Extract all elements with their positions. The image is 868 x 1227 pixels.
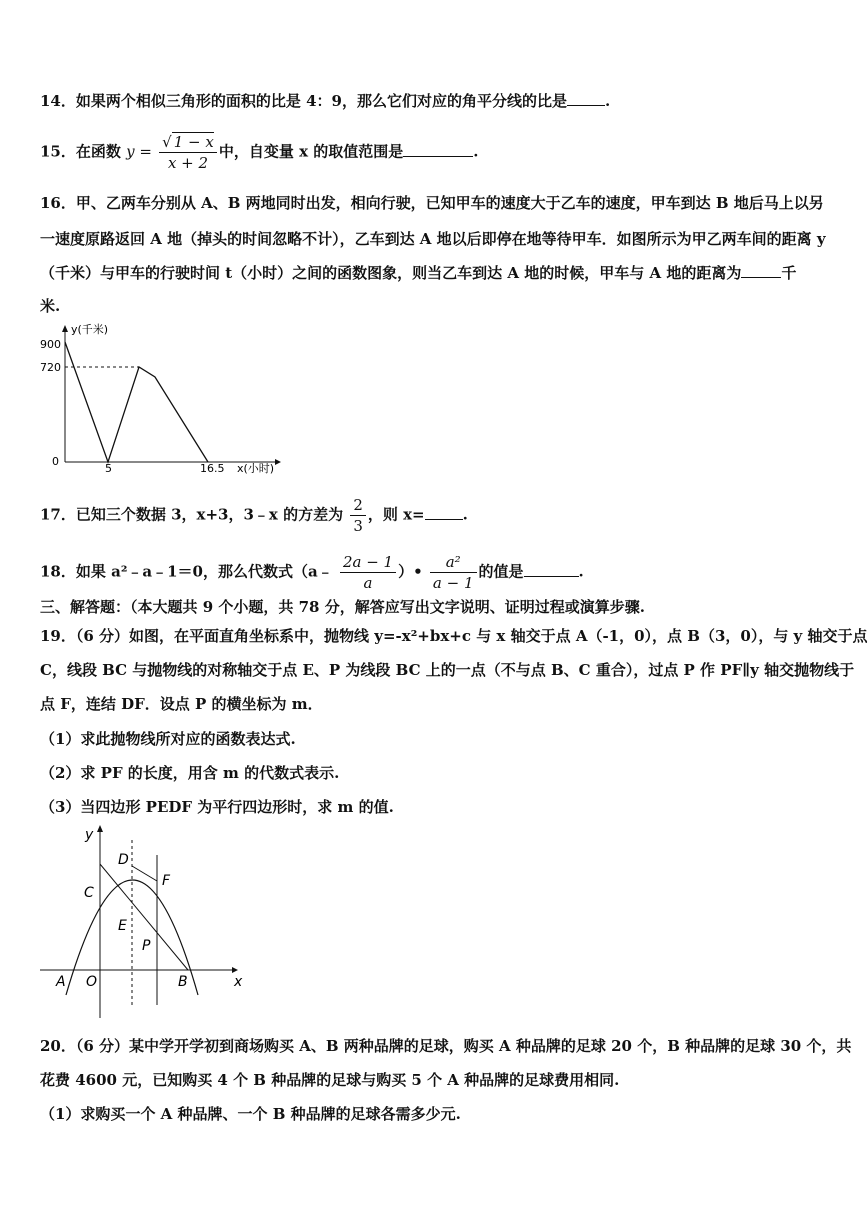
q18-fraction-2 — [430, 552, 477, 593]
label-p: P — [142, 938, 151, 954]
q16-number: 16． — [40, 194, 76, 212]
tick-0: 0 — [52, 455, 59, 468]
answer-blank — [403, 142, 473, 157]
q18-mid: ）• — [398, 562, 423, 581]
question-19-sub3: （3）当四边形 PEDF 为平行四边形时，求 m 的值. — [40, 798, 394, 816]
q17-text: 已知三个数据 3，x+3，3﹣x 的方差为 — [75, 505, 344, 524]
q17-mid: ，则 x= — [367, 505, 425, 524]
q16-line3-end: 千 — [781, 264, 797, 282]
segment-df — [132, 866, 157, 881]
label-d: D — [118, 852, 129, 868]
q14-text: 如果两个相似三角形的面积的比是 4：9，那么它们对应的角平分线的比是 — [75, 92, 567, 110]
parabola-graph — [38, 820, 258, 1020]
distance-time-graph — [35, 320, 295, 480]
y-axis-arrow — [97, 825, 103, 832]
q15-func-y: y = — [126, 142, 152, 161]
question-19-line2: C，线段 BC 与抛物线的对称轴交于点 E、P 为线段 BC 上的一点（不与点 B、C 重合），过点 P 作 PF∥y 轴交抛物线于 — [40, 661, 855, 679]
label-c: C — [84, 885, 94, 901]
question-20-line2: 花费 4600 元，已知购买 4 个 B 种品牌的足球与购买 5 个 A 种品牌的足球费用相同. — [40, 1071, 620, 1089]
segment-bc — [100, 864, 188, 970]
question-19-line1: 19．（6 分）如图，在平面直角坐标系中，抛物线 y=-x²+bx+c 与 x 轴交于点 A（-1，0），点 B（3，0），与 y 轴交于点 — [40, 627, 868, 645]
x-axis-arrow — [232, 967, 238, 973]
q15-fraction — [159, 132, 217, 173]
label-x: x — [234, 974, 243, 990]
question-20-sub1: （1）求购买一个 A 种品牌、一个 B 种品牌的足球各需多少元. — [40, 1105, 461, 1123]
q14-number: 14． — [40, 92, 76, 110]
q18-frac2-num: a² — [430, 552, 477, 573]
q16-line1-text: 甲、乙两车分别从 A、B 两地同时出发，相向行驶，已知甲车的速度大于乙车的速度，甲车到达 B 地后马上以另 — [75, 194, 824, 212]
q17-fraction — [350, 495, 366, 536]
distance-curve — [65, 342, 208, 462]
question-14 — [40, 91, 610, 111]
q18-end: . — [578, 562, 584, 581]
q14-end: . — [604, 92, 611, 110]
q17-frac-den: 3 — [353, 517, 363, 535]
label-b: B — [178, 974, 188, 990]
answer-blank — [567, 91, 605, 106]
answer-blank — [425, 505, 463, 520]
tick-900: 900 — [40, 338, 61, 351]
q15-frac-den: x + 2 — [167, 154, 209, 172]
y-axis-label: y(千米) — [71, 323, 109, 336]
label-o: O — [86, 974, 98, 990]
question-18 — [40, 552, 584, 593]
q15-text-before: 在函数 — [75, 142, 121, 161]
q17-number: 17． — [40, 505, 76, 524]
q18-number: 18． — [40, 562, 76, 581]
label-e: E — [118, 918, 127, 934]
q18-frac2-den: a − 1 — [432, 574, 474, 592]
x-axis-label: x(小时) — [237, 462, 275, 475]
q16-line3-text: （千米）与甲车的行驶时间 t（小时）之间的函数图象，则当乙车到达 A 地的时候，甲车与 A 地的距离为 — [40, 264, 742, 282]
q15-number: 15． — [40, 142, 76, 161]
label-a: A — [56, 974, 66, 990]
q18-text: 如果 a²﹣a﹣1＝0，那么代数式（a﹣ — [75, 562, 333, 581]
tick-720: 720 — [40, 361, 61, 374]
label-y: y — [85, 827, 94, 843]
question-19-sub2: （2）求 PF 的长度，用含 m 的代数式表示. — [40, 764, 340, 782]
q15-end: . — [473, 142, 479, 161]
tick-16-5: 16.5 — [200, 462, 225, 475]
answer-blank — [524, 562, 579, 577]
q18-frac1-den: a — [363, 574, 373, 592]
question-19-sub1: （1）求此抛物线所对应的函数表达式. — [40, 730, 296, 748]
q17-frac-num: 2 — [350, 495, 366, 516]
q17-end: . — [462, 505, 468, 524]
q18-frac1-num: 2a − 1 — [340, 552, 396, 573]
tick-5: 5 — [105, 462, 112, 475]
question-16-line4: 米. — [40, 297, 61, 315]
label-f: F — [162, 873, 171, 889]
question-15 — [40, 132, 478, 173]
y-axis-arrow — [62, 325, 68, 332]
x-axis-arrow — [275, 459, 281, 465]
question-16-line2: 一速度原路返回 A 地（掉头的时间忽略不计），乙车到达 A 地以后即停在地等待甲车．如图所示为甲乙两车间的距离 y — [40, 230, 826, 248]
q15-text-after: 中，自变量 x 的取值范围是 — [218, 142, 404, 161]
question-16-line3 — [40, 263, 796, 283]
question-16-line1 — [40, 193, 824, 213]
question-19-line3: 点 F，连结 DF．设点 P 的横坐标为 m． — [40, 695, 323, 713]
q15-frac-num: √ 1 − x — [159, 132, 217, 153]
question-20-line1: 20．（6 分）某中学开学初到商场购买 A、B 两种品牌的足球，购买 A 种品牌的足球 20 个，B 种品牌的足球 30 个，共 — [40, 1037, 852, 1055]
section-3-heading: 三、解答题：（本大题共 9 个小题，共 78 分，解答应写出文字说明、证明过程或演算步骤. — [40, 598, 645, 616]
q18-after: 的值是 — [478, 562, 524, 581]
answer-blank — [741, 263, 781, 278]
question-17 — [40, 495, 468, 536]
q18-fraction-1 — [340, 552, 396, 593]
q15-sqrt-content: 1 − x — [173, 133, 214, 151]
